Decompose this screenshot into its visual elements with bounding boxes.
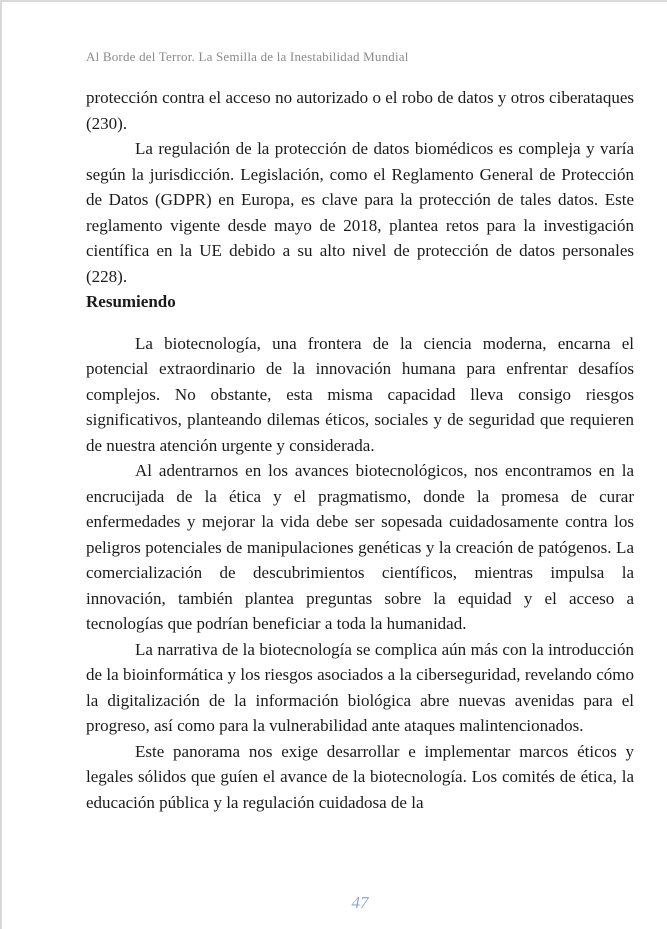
paragraph: La narrativa de la biotecnología se complica aún más con la introducción de la bioinformática y los riesgos asociados a la ciberseguridad, revelando cómo la digitalización de la información biológica abre nuevas avenidas para el progreso, así como para la vulnerabilidad ante ataques malintencionados. xyxy=(86,639,634,735)
page-body-text xyxy=(86,85,634,815)
paragraph: Al adentrarnos en los avances biotecnológicos, nos encontramos en la encrucijada de la ética y el pragmatismo, donde la promesa de curar enfermedades y mejorar la vida debe ser sopesada cuidadosamente contra los peligros potenciales de manipulaciones genéticas y la creación de patógenos. La comercialización de descubrimientos científicos, mientras impulsa la innovación, también plantea preguntas sobre la equidad y el acceso a tecnologías que podrían beneficiar a toda la humanidad. xyxy=(86,461,634,633)
page-number: 47 xyxy=(351,893,369,912)
section-heading: Resumiendo xyxy=(86,292,176,311)
paragraph: Este panorama nos exige desarrollar e implementar marcos éticos y legales sólidos que guíen el avance de la biotecnología. Los comités de ética, la educación pública y la regulación cuidadosa de la xyxy=(86,741,634,812)
paragraph: protección contra el acceso no autorizado o el robo de datos y otros ciberataques (230). xyxy=(86,88,634,133)
paragraph: La regulación de la protección de datos biomédicos es compleja y varía según la jurisdicción. Legislación, como el Reglamento General de Protección de Datos (GDPR) en Europa, es clave para la protección de tales datos. Este reglamento vigente desde mayo de 2018, plantea retos para la investigación científica en la UE debido a su alto nivel de protección de datos personales (228). xyxy=(86,139,634,286)
running-header: Al Borde del Terror. La Semilla de la Inestabilidad Mundial xyxy=(86,49,409,64)
paragraph: La biotecnología, una frontera de la ciencia moderna, encarna el potencial extraordinario de la innovación humana para enfrentar desafíos complejos. No obstante, esta misma capacidad lleva consigo riesgos significativos, planteando dilemas éticos, sociales y de seguridad que requieren de nuestra atención urgente y considerada. xyxy=(86,333,634,455)
